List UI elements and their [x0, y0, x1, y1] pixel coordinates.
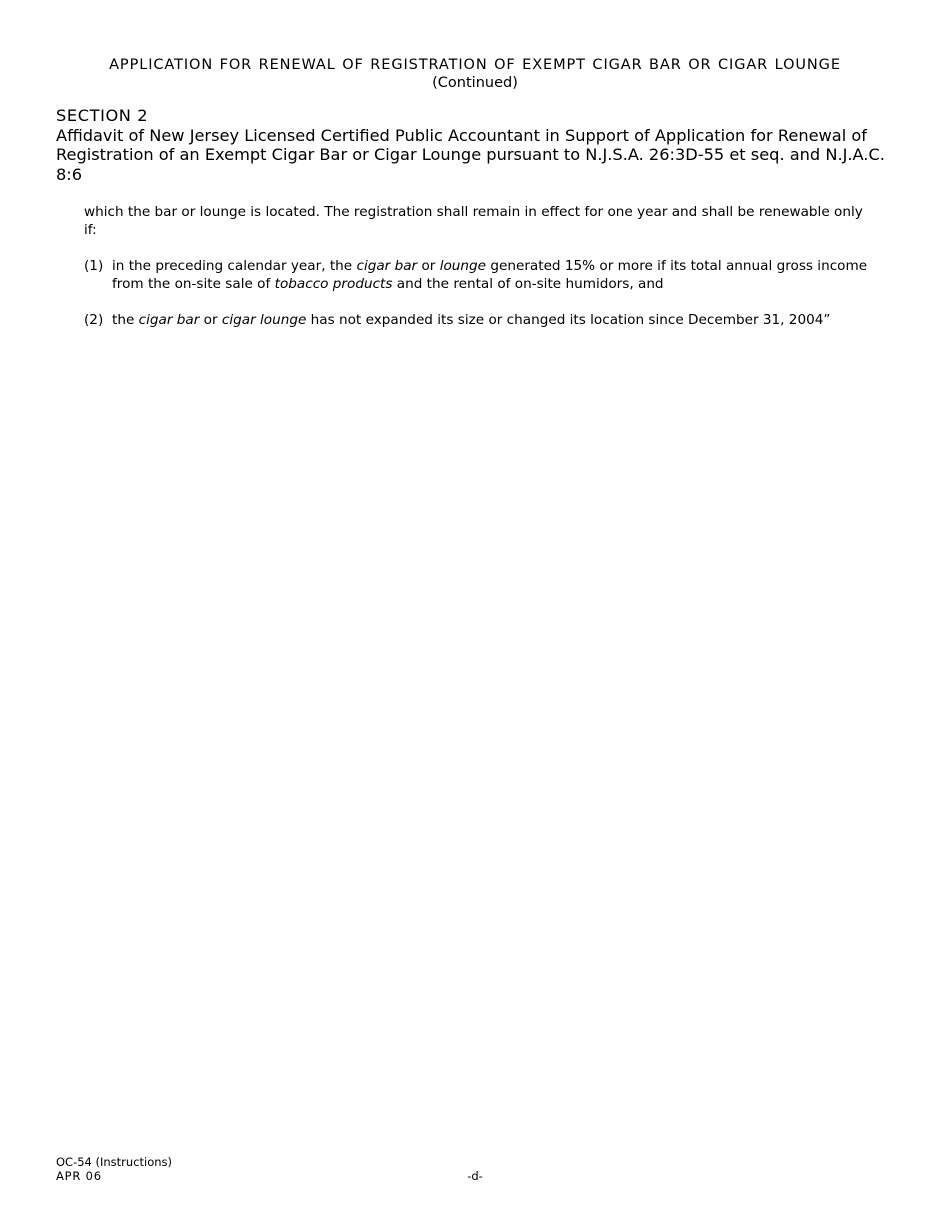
condition-text	[112, 258, 874, 293]
body-text	[84, 204, 874, 349]
intro-paragraph: which the bar or lounge is located. The registration shall remain in effect for one year and shall be renewable only if:	[84, 204, 863, 238]
section-label: SECTION 2	[56, 106, 149, 125]
condition-number: (1)	[84, 258, 104, 274]
condition-text	[112, 312, 874, 330]
condition-item-2	[84, 312, 874, 330]
condition-text-segment: or	[199, 312, 222, 328]
document-subtitle: (Continued)	[432, 75, 518, 91]
condition-item-1	[84, 258, 874, 293]
condition-text-segment: in the preceding calendar year, the	[112, 258, 357, 274]
page-number: -d-	[467, 1169, 483, 1183]
document-title: APPLICATION FOR RENEWAL OF REGISTRATION OF EXEMPT CIGAR BAR OR CIGAR LOUNGE	[109, 57, 841, 73]
condition-number: (2)	[84, 312, 104, 328]
condition-term: cigar lounge	[221, 312, 307, 328]
page-header	[0, 56, 950, 92]
condition-text-segment: and the rental of on-site humidors, and	[392, 275, 664, 292]
form-date: APR 06	[56, 1169, 102, 1183]
condition-text-segment: generated 15% or more if its total annual gross income from the on-site sale of	[112, 258, 868, 292]
condition-term: cigar bar	[138, 312, 200, 328]
condition-text-segment: the	[112, 312, 139, 328]
condition-term: lounge	[439, 258, 487, 274]
condition-text-segment: has not expanded its size or changed its location since December 31, 2004”	[306, 312, 831, 328]
condition-term: cigar bar	[356, 258, 418, 274]
section-block	[56, 106, 916, 184]
form-id: OC-54 (Instructions)	[56, 1155, 173, 1169]
condition-term: tobacco products	[274, 275, 393, 292]
condition-text-segment: or	[417, 258, 440, 274]
section-heading: Affidavit of New Jersey Licensed Certified Public Accountant in Support of Application for Renewal of Registration of an Exempt Cigar Bar or Cigar Lounge pursuant to N.J.S.A. 26:3D-55 et seq. and N.J.A.C. 8:6	[56, 125, 885, 184]
